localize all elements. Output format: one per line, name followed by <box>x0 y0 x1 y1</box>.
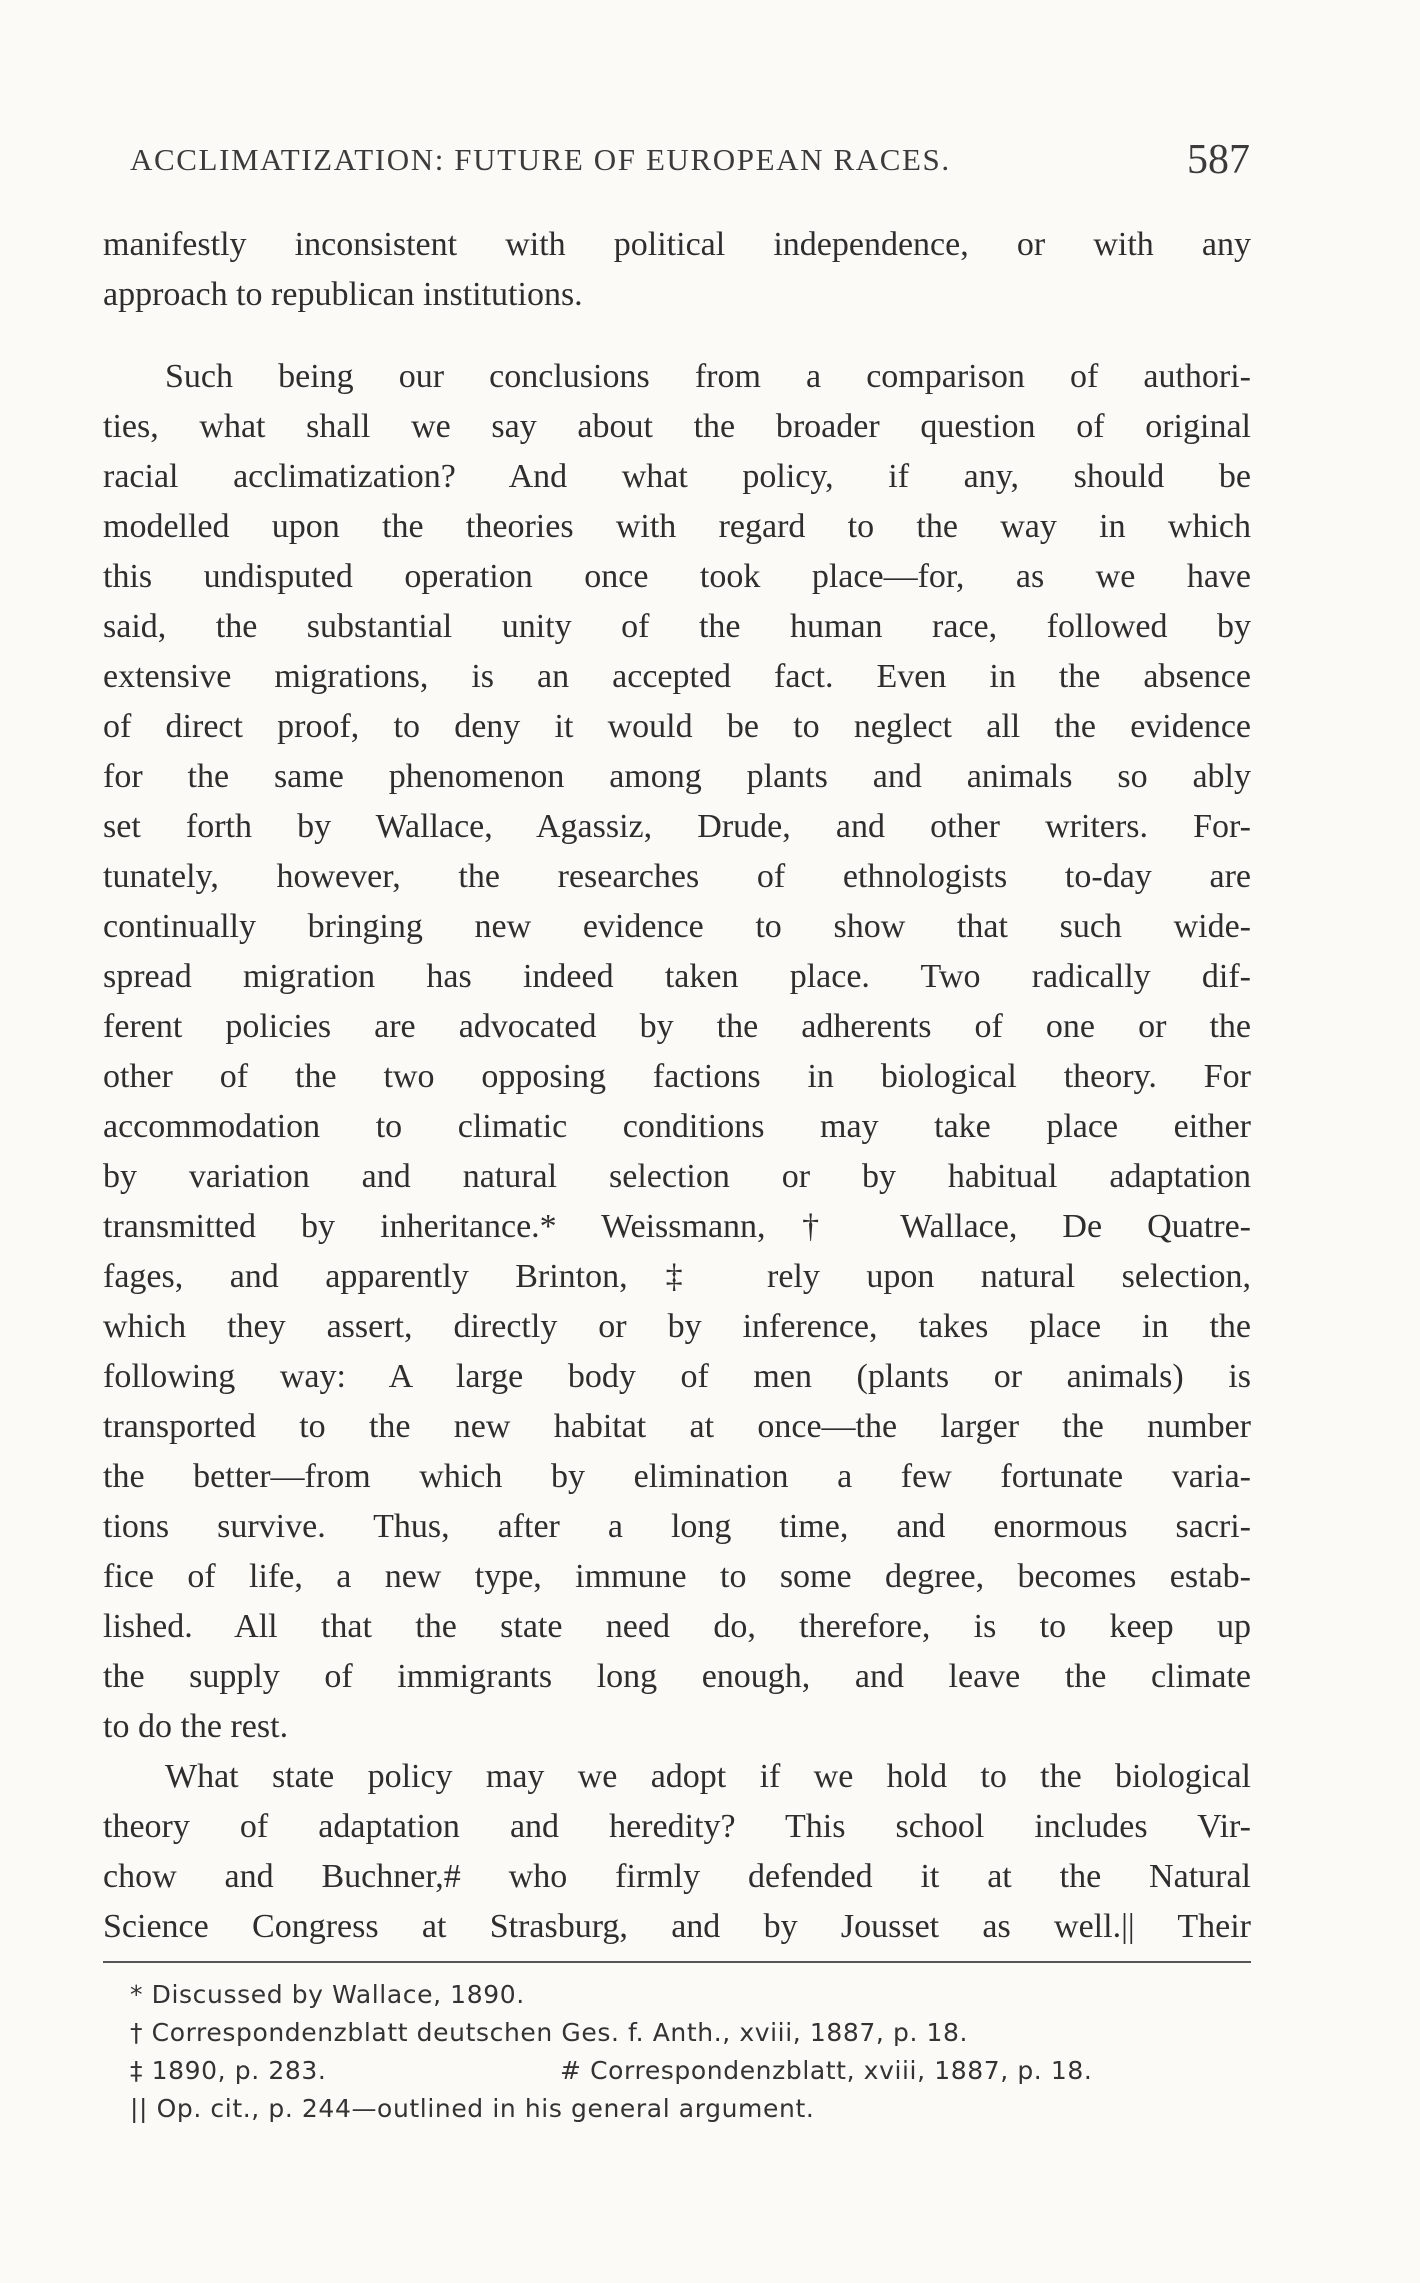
text-line: Science Congress at Strasburg, and by Jousset as well.|| Their <box>103 1908 1251 1945</box>
text-line: by variation and natural selection or by habitual adaptation <box>103 1158 1251 1195</box>
text-line: ties, what shall we say about the broader question of original <box>103 408 1251 445</box>
body-text <box>103 220 1251 1952</box>
paragraph-3 <box>103 1752 1251 1952</box>
text-line: theory of adaptation and heredity? This school includes Vir- <box>103 1808 1251 1845</box>
footnote-row-3 <box>130 2052 1250 2090</box>
footnote-4: || Op. cit., p. 244—outlined in his general argument. <box>130 2094 815 2123</box>
text-line: lished. All that the state need do, therefore, is to keep up <box>103 1608 1251 1645</box>
paragraph-2 <box>103 352 1251 1752</box>
text-line: the better—from which by elimination a few fortunate varia- <box>103 1458 1251 1495</box>
text-line: set forth by Wallace, Agassiz, Drude, and other writers. For- <box>103 808 1251 845</box>
text-line: continually bringing new evidence to show that such wide- <box>103 908 1251 945</box>
text-line: of direct proof, to deny it would be to neglect all the evidence <box>103 708 1251 745</box>
text-line: Such being our conclusions from a comparison of authori- <box>165 358 1251 395</box>
paragraph-continued <box>103 220 1251 320</box>
text-line: manifestly inconsistent with political independence, or with any <box>103 226 1251 263</box>
text-line: spread migration has indeed taken place. Two radically dif- <box>103 958 1251 995</box>
text-line: following way: A large body of men (plants or animals) is <box>103 1358 1251 1395</box>
text-line: modelled upon the theories with regard to the way in which <box>103 508 1251 545</box>
text-line: tunately, however, the researches of ethnologists to-day are <box>103 858 1251 895</box>
text-line: approach to republican institutions. <box>103 276 583 313</box>
text-line: ferent policies are advocated by the adherents of one or the <box>103 1008 1251 1045</box>
text-line: to do the rest. <box>103 1708 289 1745</box>
text-line: racial acclimatization? And what policy, if any, should be <box>103 458 1251 495</box>
text-line: What state policy may we adopt if we hold to the biological <box>165 1758 1251 1795</box>
footnote-rule <box>103 1961 1251 1963</box>
page-number: 587 <box>1187 137 1250 183</box>
footnote-1: * Discussed by Wallace, 1890. <box>130 1980 525 2009</box>
text-line: transmitted by inheritance.* Weissmann,† Wallace, De Quatre- <box>103 1208 1251 1245</box>
paragraph-gap <box>103 320 1251 352</box>
text-line: said, the substantial unity of the human race, followed by <box>103 608 1251 645</box>
text-line: tions survive. Thus, after a long time, and enormous sacri- <box>103 1508 1251 1545</box>
text-line: which they assert, directly or by inference, takes place in the <box>103 1308 1251 1345</box>
text-line: fages, and apparently Brinton,‡ rely upon natural selection, <box>103 1258 1251 1295</box>
running-title: ACCLIMATIZATION: FUTURE OF EUROPEAN RACES. <box>130 142 951 177</box>
text-line: for the same phenomenon among plants and animals so ably <box>103 758 1251 795</box>
text-line: transported to the new habitat at once—the larger the number <box>103 1408 1251 1445</box>
footnote-3: ‡ 1890, p. 283. <box>130 2056 327 2085</box>
text-line: chow and Buchner,# who firmly defended it at the Natural <box>103 1858 1251 1895</box>
running-head <box>130 136 1250 196</box>
footnote-2: † Correspondenzblatt deutschen Ges. f. Anth., xviii, 1887, p. 18. <box>130 2018 969 2047</box>
text-line: extensive migrations, is an accepted fact. Even in the absence <box>103 658 1251 695</box>
text-line: accommodation to climatic conditions may take place either <box>103 1108 1251 1145</box>
footnotes <box>130 1976 1250 2128</box>
text-line: the supply of immigrants long enough, and leave the climate <box>103 1658 1251 1695</box>
text-line: other of the two opposing factions in biological theory. For <box>103 1058 1251 1095</box>
text-line: this undisputed operation once took place—for, as we have <box>103 558 1251 595</box>
footnote-hash: # Correspondenzblatt, xviii, 1887, p. 18. <box>560 2056 1093 2085</box>
text-line: fice of life, a new type, immune to some degree, becomes estab- <box>103 1558 1251 1595</box>
